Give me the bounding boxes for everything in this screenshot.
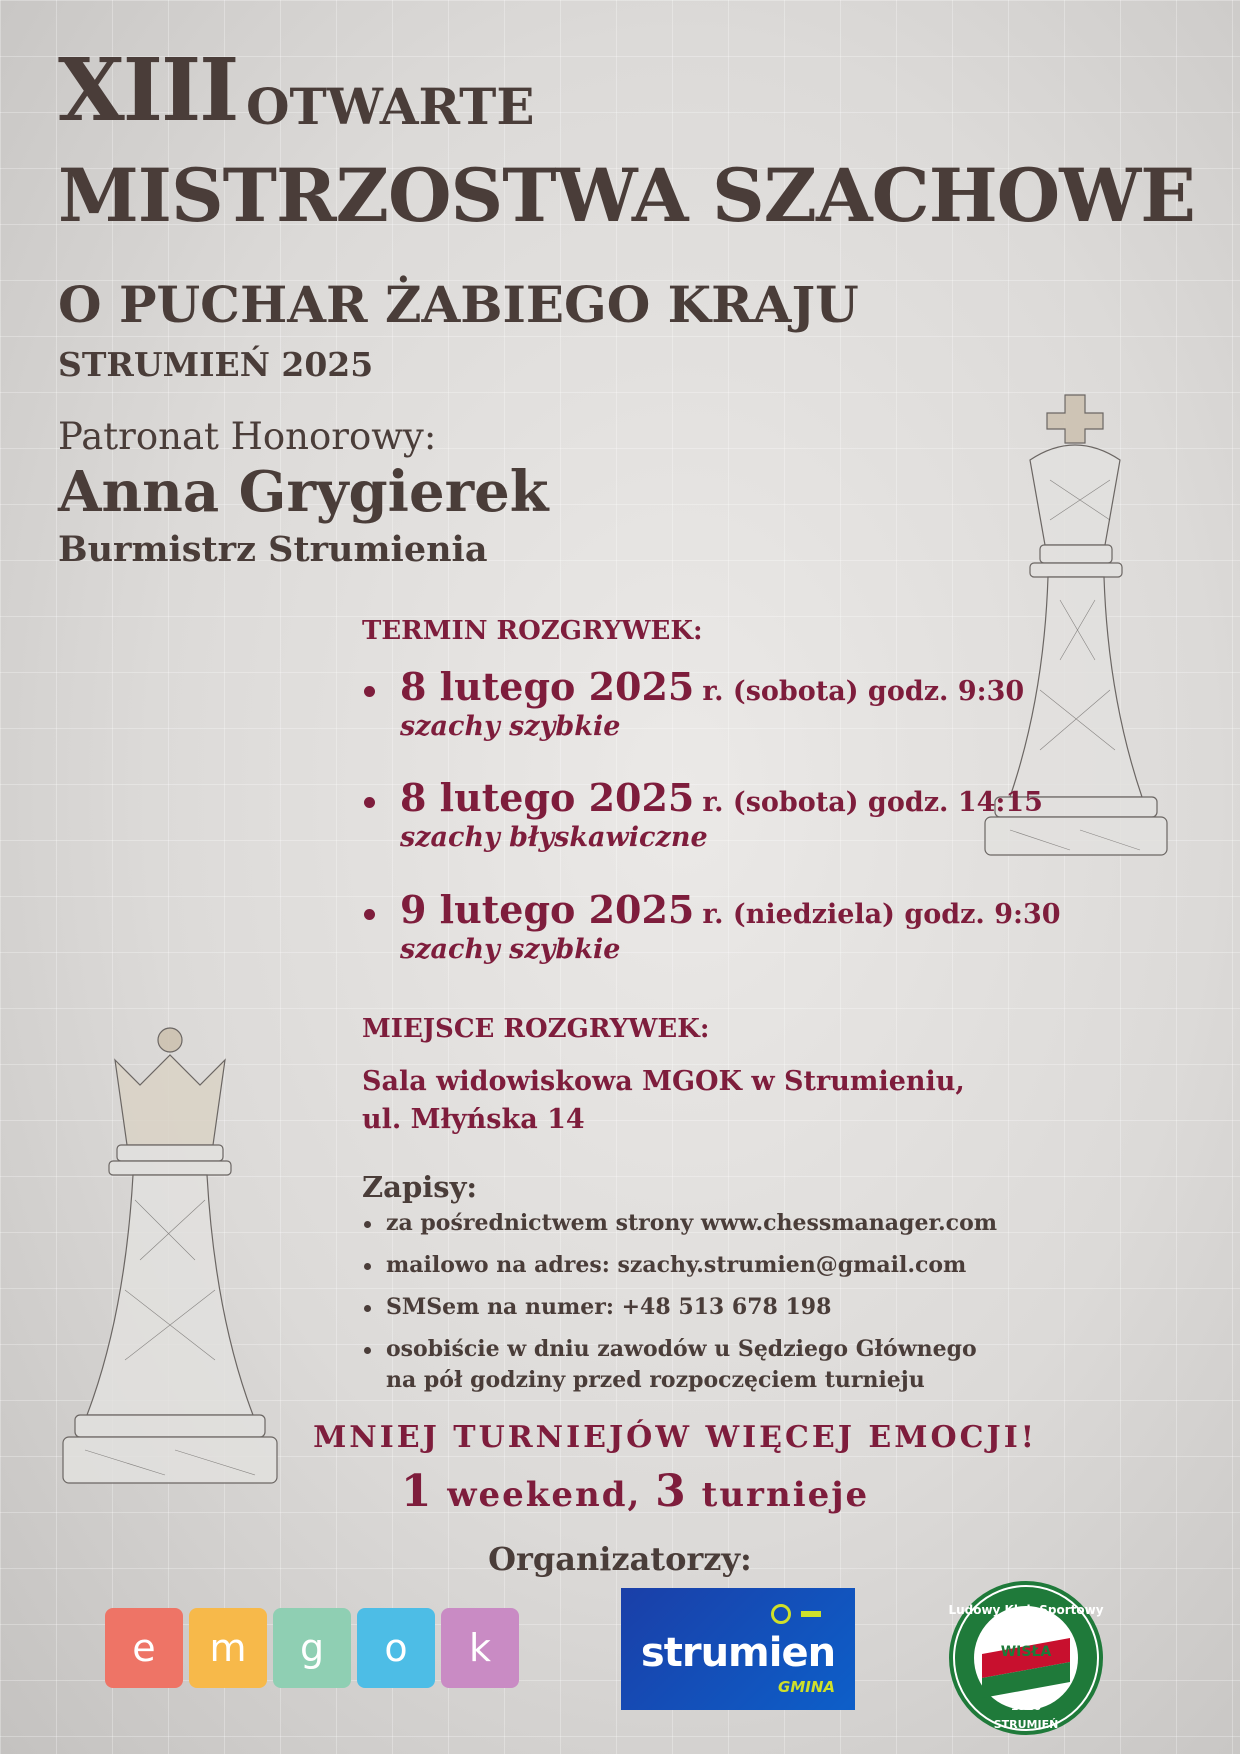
signup-item-website: za pośrednictwem strony www.chessmanager.com: [362, 1210, 997, 1236]
emgok-tile: m: [189, 1608, 267, 1688]
schedule-heading: TERMIN ROZGRYWEK:: [362, 616, 703, 646]
bullet-icon: [364, 909, 375, 920]
club-town: STRUMIEŃ: [993, 1718, 1059, 1731]
signup-item-in-person-cont: na pół godziny przed rozpoczęciem turnieju: [386, 1367, 925, 1393]
event-item: [362, 887, 1061, 965]
bullet-icon: [364, 1305, 371, 1312]
event-date: 8 lutego 2025: [400, 664, 695, 709]
slogan-weekend-count: 1: [400, 1466, 434, 1517]
club-year: 1920: [1010, 1700, 1042, 1713]
venue-heading: MIEJSCE ROZGRYWEK:: [362, 1014, 710, 1044]
logo-bar-icon: [801, 1611, 821, 1617]
strumien-gmina-logo: [621, 1588, 855, 1710]
bullet-icon: [364, 1347, 371, 1354]
slogan-line2: [0, 1466, 1240, 1517]
emgok-tile: o: [357, 1608, 435, 1688]
emgok-tile: g: [273, 1608, 351, 1688]
slogan-tournament-count: 3: [655, 1466, 688, 1517]
main-title: MISTRZOSTWA SZACHOWE: [58, 153, 1195, 239]
patron-label: Patronat Honorowy:: [58, 415, 437, 458]
place-year: STRUMIEŃ 2025: [58, 345, 374, 384]
event-type: szachy szybkie: [400, 934, 621, 965]
slogan-weekend-word: weekend,: [433, 1475, 656, 1515]
edition-number: XIII: [58, 40, 238, 141]
emgok-tile: k: [441, 1608, 519, 1688]
signup-item-email: mailowo na adres: szachy.strumien@gmail.com: [362, 1252, 966, 1278]
bullet-icon: [364, 1221, 371, 1228]
organizers-label: Organizatorzy:: [488, 1540, 752, 1578]
venue-name: Sala widowiskowa MGOK w Strumieniu,: [362, 1066, 965, 1097]
club-text: Ludowy Klub Sportowy: [948, 1603, 1104, 1617]
patron-name: Anna Grygierek: [58, 459, 549, 525]
event-date: 8 lutego 2025: [400, 775, 695, 820]
event-type: szachy błyskawiczne: [400, 822, 708, 853]
open-word: OTWARTE: [246, 77, 535, 136]
strumien-logo-sub: GMINA: [778, 1678, 835, 1696]
club-name: WISŁA: [1000, 1644, 1052, 1660]
event-date: 9 lutego 2025: [400, 887, 695, 932]
event-details: r. (sobota) godz. 9:30: [702, 676, 1025, 707]
emgok-tile: e: [105, 1608, 183, 1688]
venue-address: ul. Młyńska 14: [362, 1104, 585, 1135]
cup-title: O PUCHAR ŻABIEGO KRAJU: [58, 275, 859, 334]
event-type: szachy szybkie: [400, 711, 621, 742]
patron-role: Burmistrz Strumienia: [58, 529, 488, 570]
event-details: r. (niedziela) godz. 9:30: [702, 899, 1061, 930]
strumien-logo-name: strumien: [640, 1630, 836, 1676]
signup-item-sms: SMSem na numer: +48 513 678 198: [362, 1294, 831, 1320]
event-details: r. (sobota) godz. 14:15: [702, 787, 1043, 818]
signup-heading: Zapisy:: [362, 1170, 478, 1204]
emgok-logo: [105, 1608, 525, 1688]
slogan-line1: MNIEJ TURNIEJÓW WIĘCEJ EMOCJI!: [313, 1420, 1037, 1455]
signup-item-in-person: osobiście w dniu zawodów u Sędziego Głównego: [362, 1336, 977, 1362]
bullet-icon: [364, 797, 375, 808]
logo-ring-icon: [771, 1604, 791, 1624]
event-item: [362, 775, 1043, 853]
bullet-icon: [364, 1263, 371, 1270]
bullet-icon: [364, 686, 375, 697]
slogan-tournament-word: turnieje: [687, 1475, 870, 1515]
lks-wisla-club-logo: [946, 1578, 1106, 1738]
event-item: [362, 664, 1024, 742]
